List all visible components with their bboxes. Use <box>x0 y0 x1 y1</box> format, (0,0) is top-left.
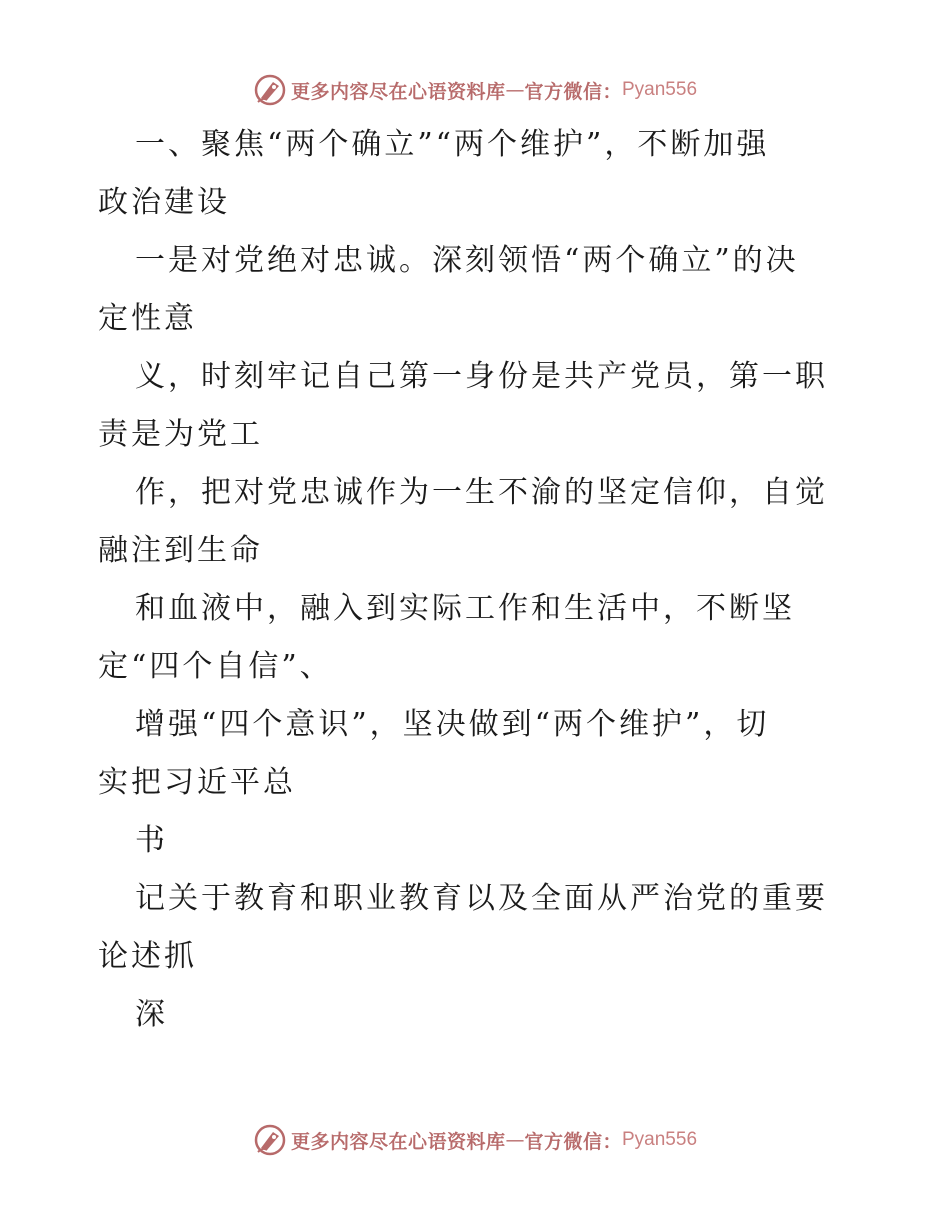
text-line: 论述抓 <box>98 939 197 974</box>
banner-title: 更多内容尽在心语资料库 <box>290 80 506 103</box>
text-line: 增强“四个意识”，坚决做到“两个维护”，切 <box>135 707 770 742</box>
text-line: 记关于教育和职业教育以及全面从严治党的重要 <box>135 881 828 916</box>
text-line: 和血液中，融入到实际工作和生活中，不断坚 <box>135 591 795 626</box>
footer-banner <box>0 1120 950 1160</box>
banner-wechat-id: Pyan556 <box>622 1129 698 1150</box>
pen-nib-logo-icon <box>253 1123 287 1157</box>
text-line: 义，时刻牢记自己第一身份是共产党员，第一职 <box>135 359 828 394</box>
pen-nib-logo-icon <box>253 73 287 107</box>
banner-title: 更多内容尽在心语资料库 <box>290 1130 506 1153</box>
text-line: 定“四个自信”、 <box>98 649 333 684</box>
banner-wechat-label: 官方微信： <box>524 80 622 103</box>
text-line: 政治建设 <box>98 185 230 220</box>
header-banner <box>0 70 950 110</box>
text-line: 书 <box>135 823 168 858</box>
heading-line: 一、聚焦“两个确立”“两个维护”，不断加强 <box>135 127 770 162</box>
text-line: 责是为党工 <box>98 417 263 452</box>
text-line: 定性意 <box>98 301 197 336</box>
banner-separator: — <box>505 1129 525 1151</box>
text-line: 深 <box>135 997 168 1032</box>
text-line: 作，把对党忠诚作为一生不渝的坚定信仰，自觉 <box>135 475 828 510</box>
text-line: 融注到生命 <box>98 533 263 568</box>
text-line: 一是对党绝对忠诚。深刻领悟“两个确立”的决 <box>135 243 799 278</box>
text-line: 实把习近平总 <box>98 765 296 800</box>
banner-separator: — <box>505 79 525 101</box>
document-body <box>98 116 850 1044</box>
banner-wechat-label: 官方微信： <box>524 1130 622 1153</box>
banner-wechat-id: Pyan556 <box>622 79 698 100</box>
